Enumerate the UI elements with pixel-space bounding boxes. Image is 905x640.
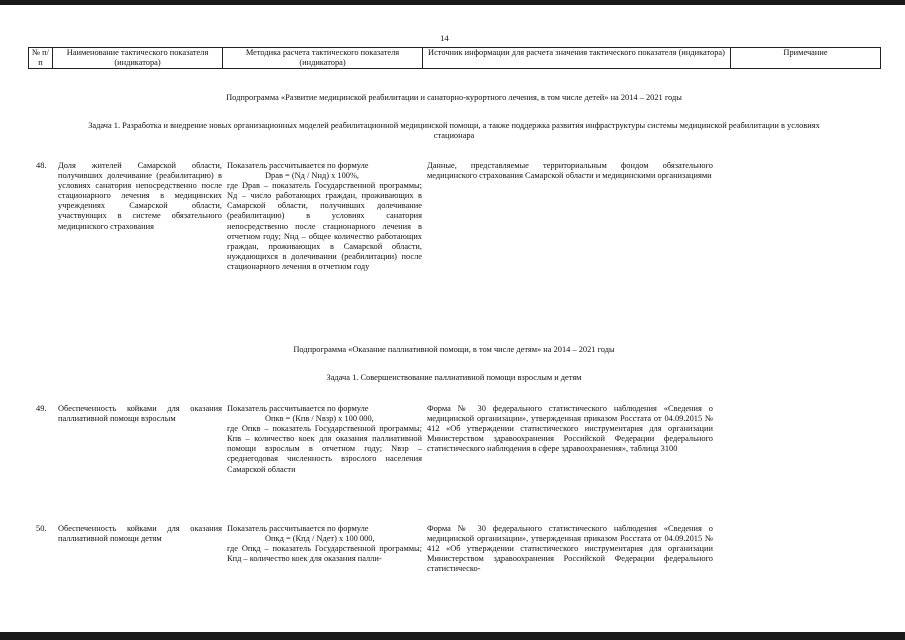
subprogram-title-1: Подпрограмма «Развитие медицинской реабилитации и санаторно-курортного лечения, в том числе детей» на 2014 – 2021 годы (226, 93, 682, 102)
row-49-number: 49. (36, 404, 47, 413)
header-col-note: Примечание (731, 48, 881, 69)
top-border (0, 0, 905, 5)
row-50-method: где Опкд – показатель Государственной программы; Кпд – количество коек для оказания палли- (227, 544, 422, 564)
row-48-method-intro: Показатель рассчитывается по формуле (227, 161, 369, 170)
row-49-method-intro: Показатель рассчитывается по формуле (227, 404, 369, 413)
row-50-method-intro: Показатель рассчитывается по формуле (227, 524, 369, 533)
header-col-source: Источник информации для расчета значения тактического показателя (индикатора) (423, 48, 731, 69)
task-2: Задача 1. Совершенствование паллиативной помощи взрослым и детям (326, 373, 582, 382)
row-49-formula: Опкв = (Кпв / Nвзр) x 100 000, (265, 414, 374, 424)
subprogram-title-2: Подпрограмма «Оказание паллиативной помощи, в том числе детям» на 2014 – 2021 годы (293, 345, 615, 354)
row-50-number: 50. (36, 524, 47, 533)
header-col-num: № п/п (29, 48, 53, 69)
row-50-name: Обеспеченность койками для оказания паллиативной помощи детям (58, 524, 222, 544)
row-50-source: Форма № 30 федерального статистического наблюдения «Сведения о медицинской организации», утвержденная приказом Росстата от 04.09.2015 № 412 «Об утверждении статистического инструментария для организации Министерством здравоохранения Российской Федерации федерального статистическо- (427, 524, 713, 574)
row-50-formula: Опкд = (Кпд / Nдет) x 100 000, (265, 534, 375, 544)
row-48-method: где Dрав – показатель Государственной программы; Nд – число работающих граждан, проживающих в Самарской области, получивших долечивание (реабилитацию) в условиях санатория непосредственно после стационарного лечения в отчетном году; Nнд – общее количество работающих граждан, проживающих в Самарской области, нуждающихся в долечивании (реабилитации) после стационарного лечения в отчетном году (227, 181, 422, 271)
row-49-name: Обеспеченность койками для оказания паллиативной помощи взрослым (58, 404, 222, 424)
header-col-name: Наименование тактического показателя (индикатора) (53, 48, 223, 69)
row-48-formula: Dрав = (Nд / Nнд) x 100%, (265, 171, 360, 181)
row-49-source: Форма № 30 федерального статистического наблюдения «Сведения о медицинской организации», утвержденная приказом Росстата от 04.09.2015 № 412 «Об утверждении статистического инструментария для организации Министерством здравоохранения Российской Федерации федерального статистического наблюдения в сфере здравоохранения», таблица 3100 (427, 404, 713, 454)
row-48-source: Данные, представляемые территориальным фондом обязательного медицинского страхования Самарской области и медицинскими организациями (427, 161, 713, 181)
task-1: Задача 1. Разработка и внедрение новых организационных моделей реабилитационной медицинской помощи, а также поддержка развития инфраструктуры системы медицинской реабилитации в условиях стационара (88, 121, 820, 141)
header-col-method: Методика расчета тактического показателя (индикатора) (223, 48, 423, 69)
row-49-method: где Опкв – показатель Государственной программы; Кпв – количество коек для оказания паллиативной помощи взрослым в отчетном году; Nвзр – среднегодовая численность взрослого населения Самарской области (227, 424, 422, 474)
row-48-name: Доля жителей Самарской области, получивших долечивание (реабилитацию) в условиях санатория непосредственно после стационарного лечения в медицинских учреждениях Самарской области, участвующих в системе обязательного медицинского страхования (58, 161, 222, 231)
row-48-number: 48. (36, 161, 47, 170)
bottom-border (0, 632, 905, 640)
page-number: 14 (440, 33, 449, 43)
header-table (28, 47, 881, 69)
